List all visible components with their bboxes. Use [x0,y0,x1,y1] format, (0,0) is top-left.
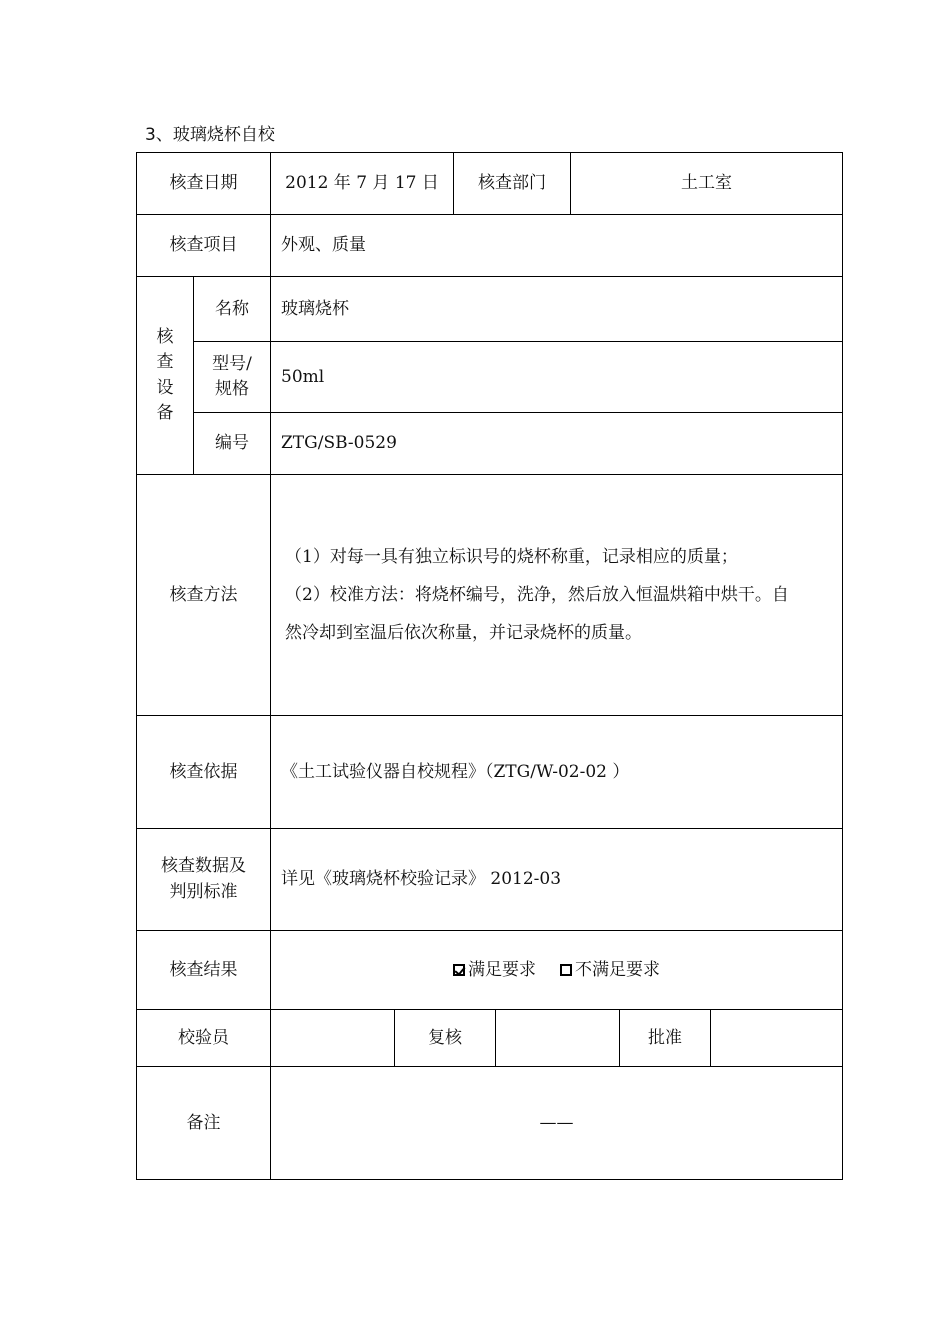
dept-value: 土工室 [570,152,843,215]
model-value: 50ml [270,341,843,413]
equipment-label-char: 备 [156,403,174,423]
inspector-label: 校验员 [136,1009,271,1067]
result-option-label: 不满足要求 [575,959,660,980]
result-option-label: 满足要求 [468,959,536,980]
name-label: 名称 [193,276,271,342]
equipment-label-char: 核 [156,326,174,347]
data-label-line: 核查数据及 [161,856,246,876]
result-option-satisfied[interactable] [453,959,536,982]
method-line: （1）对每一具有独立标识号的烧杯称重，记录相应的质量； [285,547,738,567]
data-label-line: 判别标准 [169,881,238,902]
result-options [270,930,843,1010]
basis-label: 核查依据 [136,715,271,829]
equipment-label-char: 查 [156,352,174,372]
model-label-line: 规格 [215,379,249,399]
equipment-label-char: 设 [156,377,174,398]
date-label: 核查日期 [136,152,271,215]
inspector-value [270,1009,395,1067]
dept-label: 核查部门 [453,152,571,215]
data-value: 详见《玻璃烧杯校验记录》 2012-03 [270,828,843,931]
review-label: 复核 [394,1009,496,1067]
result-label: 核查结果 [136,930,271,1010]
basis-value: 《土工试验仪器自校规程》（ZTG/W-02-02 ） [270,715,843,829]
method-line: 然冷却到室温后依次称量，并记录烧杯的质量。 [285,623,642,643]
date-value: 2012 年 7 月 17 日 [270,152,454,215]
remarks-value: —— [270,1066,843,1180]
model-label-line: 型号/ [212,353,252,374]
checkbox-checked-icon[interactable] [453,964,465,976]
review-value [495,1009,620,1067]
data-label [136,828,271,931]
name-value: 玻璃烧杯 [270,276,843,342]
method-content [270,474,843,716]
model-label [193,341,271,413]
remarks-label: 备注 [136,1066,271,1180]
number-label: 编号 [193,412,271,475]
method-label: 核查方法 [136,474,271,716]
item-value: 外观、质量 [270,214,843,277]
method-line: （2）校准方法：将烧杯编号，洗净，然后放入恒温烘箱中烘干。自 [285,585,789,605]
equipment-label [136,276,194,475]
item-label: 核查项目 [136,214,271,277]
approve-label: 批准 [619,1009,711,1067]
checkbox-unchecked-icon[interactable] [560,964,572,976]
approve-value [710,1009,843,1067]
page-heading: 3、玻璃烧杯自校 [145,125,275,145]
result-option-unsatisfied[interactable] [560,959,660,982]
number-value: ZTG/SB-0529 [270,412,843,475]
